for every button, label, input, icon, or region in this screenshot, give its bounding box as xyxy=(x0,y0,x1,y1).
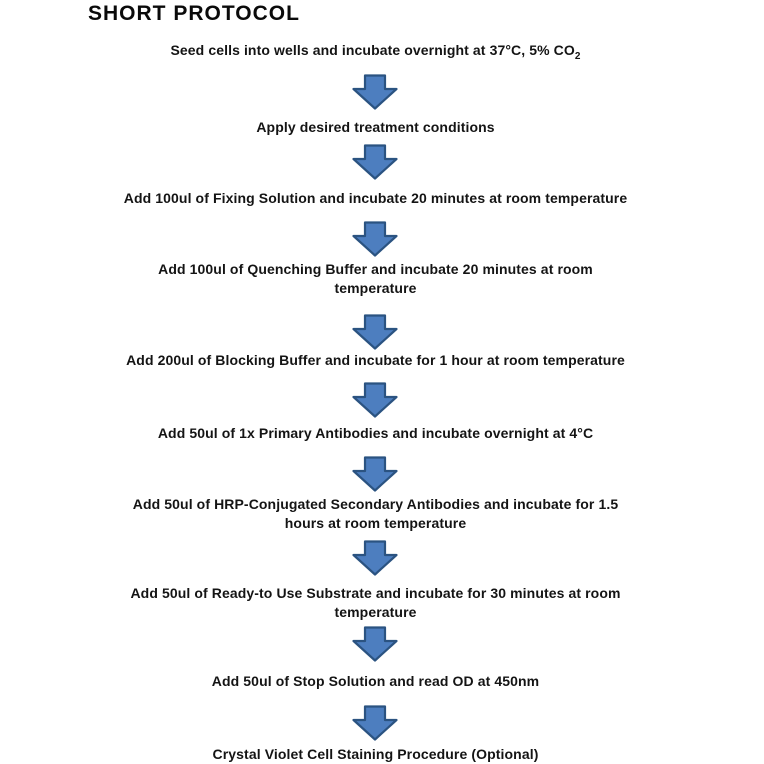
step-text: Apply desired treatment conditions xyxy=(256,119,495,135)
step-crystal-violet xyxy=(53,745,698,764)
step-primary-antibodies xyxy=(53,424,698,443)
step-apply-treatment xyxy=(53,118,698,137)
step-blocking-buffer xyxy=(53,351,698,370)
step-text: Add 50ul of 1x Primary Antibodies and incubate overnight at 4°C xyxy=(157,425,594,441)
step-text: Crystal Violet Cell Staining Procedure (Optional) xyxy=(212,746,539,762)
step-text: temperature xyxy=(334,280,417,296)
down-arrow-icon xyxy=(352,74,398,110)
co2-subscript: 2 xyxy=(574,50,581,62)
step-text: hours at room temperature xyxy=(284,515,467,531)
step-quenching-buffer xyxy=(53,260,698,298)
down-arrow-icon xyxy=(352,144,398,180)
down-arrow-icon xyxy=(352,314,398,350)
down-arrow-icon xyxy=(352,456,398,492)
step-seed-cells xyxy=(53,41,698,60)
down-arrow-icon xyxy=(352,382,398,418)
step-text: Add 50ul of HRP-Conjugated Secondary Antibodies and incubate for 1.5 xyxy=(132,496,619,512)
step-secondary-antibodies xyxy=(53,495,698,533)
step-text: Add 50ul of Stop Solution and read OD at 450nm xyxy=(211,673,540,689)
down-arrow-icon xyxy=(352,540,398,576)
down-arrow-icon xyxy=(352,626,398,662)
step-text: temperature xyxy=(334,604,417,620)
step-text: Add 100ul of Fixing Solution and incubate 20 minutes at room temperature xyxy=(123,190,628,206)
down-arrow-icon xyxy=(352,705,398,741)
step-stop-solution xyxy=(53,672,698,691)
step-text: Add 50ul of Ready-to Use Substrate and incubate for 30 minutes at room xyxy=(130,585,621,601)
down-arrow-icon xyxy=(352,221,398,257)
step-text xyxy=(53,41,698,60)
step-substrate xyxy=(53,584,698,622)
step-fixing-solution xyxy=(53,189,698,208)
page-title: SHORT PROTOCOL xyxy=(88,2,300,25)
step-text: Add 200ul of Blocking Buffer and incubate for 1 hour at room temperature xyxy=(126,352,625,368)
step-text-base: Seed cells into wells and incubate overnight at 37°C, 5% CO xyxy=(170,42,575,58)
step-text: Add 100ul of Quenching Buffer and incubate 20 minutes at room xyxy=(158,261,593,277)
